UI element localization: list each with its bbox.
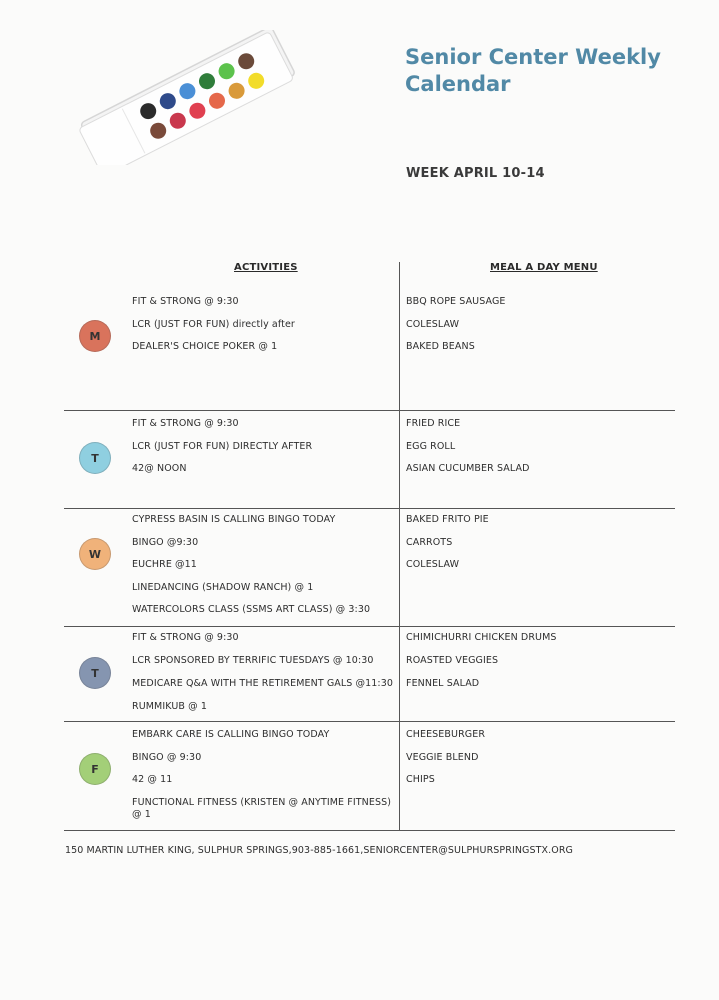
row-divider bbox=[64, 626, 675, 627]
day-letter: W bbox=[88, 547, 102, 561]
watercolor-palette-image bbox=[72, 30, 302, 169]
menu-item: CARROTS bbox=[406, 537, 453, 548]
menu-item: BAKED FRITO PIE bbox=[406, 514, 489, 525]
activity-item: FIT & STRONG @ 9:30 bbox=[132, 418, 239, 429]
activity-item: LINEDANCING (SHADOW RANCH) @ 1 bbox=[132, 582, 314, 593]
activity-item: EMBARK CARE IS CALLING BINGO TODAY bbox=[132, 729, 330, 740]
activity-item: 42 @ 11 bbox=[132, 774, 173, 785]
activity-item: RUMMIKUB @ 1 bbox=[132, 701, 207, 712]
contact-footer: 150 MARTIN LUTHER KING, SULPHUR SPRINGS,903-885-1661,SENIORCENTER@SULPHURSPRINGSTX.ORG bbox=[65, 845, 574, 856]
page-title bbox=[405, 44, 695, 98]
activity-item: FIT & STRONG @ 9:30 bbox=[132, 632, 239, 643]
activity-item: FIT & STRONG @ 9:30 bbox=[132, 296, 239, 307]
menu-item: FRIED RICE bbox=[406, 418, 461, 429]
menu-item: BAKED BEANS bbox=[406, 341, 475, 352]
activity-item: WATERCOLORS CLASS (SSMS ART CLASS) @ 3:30 bbox=[132, 604, 371, 615]
activity-item: BINGO @9:30 bbox=[132, 537, 199, 548]
day-letter: T bbox=[91, 666, 99, 680]
activity-item: LCR (JUST FOR FUN) directly after bbox=[132, 319, 295, 330]
activity-item: BINGO @ 9:30 bbox=[132, 752, 202, 763]
day-badge-wednesday bbox=[79, 538, 111, 570]
activity-item: MEDICARE Q&A WITH THE RETIREMENT GALS @11:30 bbox=[132, 678, 394, 689]
day-badge-thursday bbox=[79, 657, 111, 689]
menu-item: ASIAN CUCUMBER SALAD bbox=[406, 463, 530, 474]
activity-item: LCR SPONSORED BY TERRIFIC TUESDAYS @ 10:30 bbox=[132, 655, 374, 666]
menu-item: ROASTED VEGGIES bbox=[406, 655, 499, 666]
row-divider bbox=[64, 508, 675, 509]
activity-item: FUNCTIONAL FITNESS (KRISTEN @ ANYTIME FITNESS) @ 1 bbox=[132, 797, 392, 820]
day-badge-monday bbox=[79, 320, 111, 352]
menu-item: CHIPS bbox=[406, 774, 435, 785]
activity-item: CYPRESS BASIN IS CALLING BINGO TODAY bbox=[132, 514, 336, 525]
activity-item: 42@ NOON bbox=[132, 463, 187, 474]
column-divider bbox=[399, 262, 400, 830]
menu-item: COLESLAW bbox=[406, 319, 460, 330]
row-divider bbox=[64, 830, 675, 831]
activity-item: LCR (JUST FOR FUN) DIRECTLY AFTER bbox=[132, 441, 313, 452]
menu-item: FENNEL SALAD bbox=[406, 678, 480, 689]
day-letter: T bbox=[91, 451, 99, 465]
menu-item: EGG ROLL bbox=[406, 441, 456, 452]
menu-item: CHIMICHURRI CHICKEN DRUMS bbox=[406, 632, 557, 643]
menu-item: BBQ ROPE SAUSAGE bbox=[406, 296, 506, 307]
menu-header: MEAL A DAY MENU bbox=[490, 262, 598, 273]
menu-item: COLESLAW bbox=[406, 559, 460, 570]
day-badge-friday bbox=[79, 753, 111, 785]
activities-header: ACTIVITIES bbox=[234, 262, 298, 273]
activity-item: EUCHRE @11 bbox=[132, 559, 197, 570]
day-badge-tuesday bbox=[79, 442, 111, 474]
title-line-1: Senior Center Weekly bbox=[405, 45, 661, 69]
menu-item: VEGGIE BLEND bbox=[406, 752, 479, 763]
menu-item: CHEESEBURGER bbox=[406, 729, 486, 740]
row-divider bbox=[64, 721, 675, 722]
week-label: WEEK APRIL 10-14 bbox=[406, 166, 545, 181]
activity-item: DEALER'S CHOICE POKER @ 1 bbox=[132, 341, 278, 352]
title-line-2: Calendar bbox=[405, 72, 511, 96]
day-letter: M bbox=[89, 329, 101, 343]
row-divider bbox=[64, 410, 675, 411]
day-letter: F bbox=[91, 762, 99, 776]
